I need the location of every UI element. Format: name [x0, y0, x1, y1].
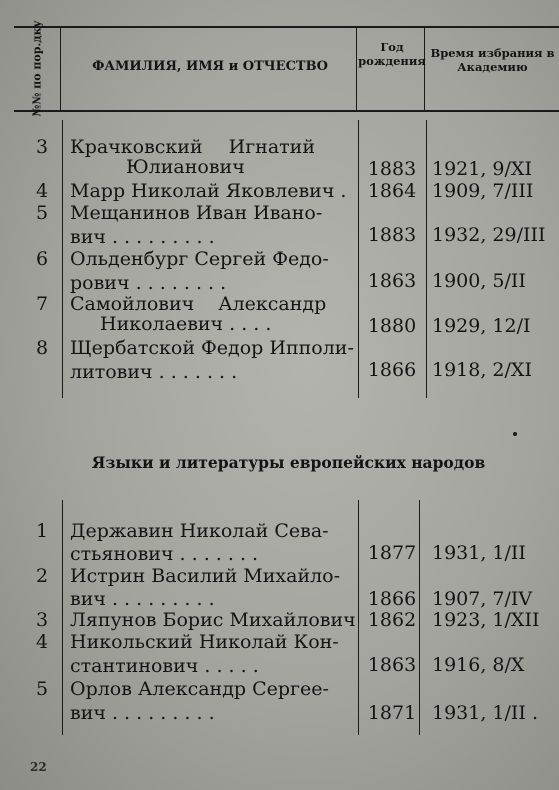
member-name-line: Державин Николай Сева-	[70, 520, 329, 542]
member-name-line: Самойлович Александр	[70, 293, 327, 315]
birth-year: 1871	[367, 702, 417, 724]
header-year-label: Год рождения	[358, 40, 426, 68]
member-name-line: Ляпунов Борис Михайлович	[70, 609, 356, 631]
member-name-line: литович . . . . . . .	[70, 361, 238, 383]
member-name-line: Марр Николай Яковлевич .	[70, 180, 347, 202]
member-name	[70, 679, 358, 723]
ink-dot	[513, 432, 517, 436]
member-name	[70, 294, 358, 334]
member-name	[70, 566, 358, 609]
election-date: 1931, 1/II .	[432, 702, 539, 724]
header-bottom-rule	[14, 110, 559, 112]
member-name	[70, 181, 358, 201]
election-date: 1900, 5/II	[432, 270, 526, 292]
member-name-line: Щербатской Федор Ипполи-	[70, 337, 354, 359]
member-name-line: стьянович . . . . . . .	[70, 543, 259, 565]
column-divider	[358, 120, 359, 398]
member-name-line: рович . . . . . . . .	[70, 272, 227, 294]
birth-year: 1864	[367, 180, 417, 202]
row-number: 3	[36, 136, 49, 158]
member-name-line: Николаевич . . . .	[100, 313, 272, 335]
member-name	[70, 203, 358, 247]
election-date: 1918, 2/XI	[432, 359, 532, 381]
header-divider	[60, 26, 61, 110]
member-name-line: вич . . . . . . . . .	[70, 226, 215, 248]
member-name	[70, 632, 358, 676]
member-name-line: вич . . . . . . . . .	[70, 702, 215, 724]
birth-year: 1880	[367, 315, 417, 337]
row-number: 5	[36, 678, 49, 700]
election-date: 1923, 1/XII	[432, 609, 540, 631]
header-name-label: ФАМИЛИЯ, ИМЯ и ОТЧЕСТВО	[92, 59, 328, 74]
row-number: 1	[36, 520, 49, 542]
row-number: 6	[36, 248, 49, 270]
election-date: 1916, 8/X	[432, 654, 525, 676]
header-elected-label: Время избрания в Академию	[430, 46, 555, 74]
member-name	[70, 137, 358, 177]
member-name-line: Орлов Александр Сергее-	[70, 678, 329, 700]
header-number-column	[14, 19, 60, 117]
member-name-line: Юлианович	[126, 156, 245, 178]
birth-year: 1883	[367, 224, 417, 246]
header-number-label: №№ по пор.дку	[30, 19, 44, 117]
election-date: 1921, 9/XI	[432, 158, 532, 180]
election-date: 1929, 12/I	[432, 315, 531, 337]
election-date: 1909, 7/III	[432, 180, 534, 202]
member-name-line: Никольский Николай Кон-	[70, 631, 339, 653]
member-name-line: вич . . . . . . . . .	[70, 588, 215, 610]
birth-year: 1863	[367, 270, 417, 292]
member-name-line: Ольденбург Сергей Федо-	[70, 248, 329, 270]
election-date: 1931, 1/II	[432, 542, 526, 564]
member-name-line: Мещанинов Иван Ивано-	[70, 202, 323, 224]
birth-year: 1866	[367, 588, 417, 610]
election-date: 1932, 29/III	[432, 224, 546, 246]
member-name	[70, 521, 358, 564]
row-number: 4	[36, 180, 49, 202]
row-number: 2	[36, 565, 49, 587]
section-title: Языки и литературы европейских народов	[91, 453, 486, 472]
election-date: 1907, 7/IV	[432, 588, 533, 610]
row-number: 4	[36, 631, 49, 653]
birth-year: 1883	[367, 158, 417, 180]
birth-year: 1866	[367, 359, 417, 381]
member-name	[70, 610, 358, 630]
birth-year: 1862	[367, 609, 417, 631]
row-number: 3	[36, 609, 49, 631]
column-divider	[426, 120, 427, 398]
member-name	[70, 249, 358, 293]
member-name-line: Крачковский Игнатий	[70, 136, 316, 158]
page-number: 22	[30, 760, 47, 774]
row-number: 7	[36, 293, 49, 315]
member-name-line: Истрин Василий Михайло-	[70, 565, 341, 587]
header-divider	[424, 26, 425, 110]
row-number: 8	[36, 337, 49, 359]
column-divider	[62, 500, 63, 735]
birth-year: 1877	[367, 542, 417, 564]
member-name-line: стантинович . . . . .	[70, 655, 259, 677]
column-divider	[358, 500, 359, 735]
row-number: 5	[36, 202, 49, 224]
column-divider	[62, 120, 63, 398]
birth-year: 1863	[367, 654, 417, 676]
member-name	[70, 338, 358, 382]
header-top-rule	[14, 26, 559, 28]
